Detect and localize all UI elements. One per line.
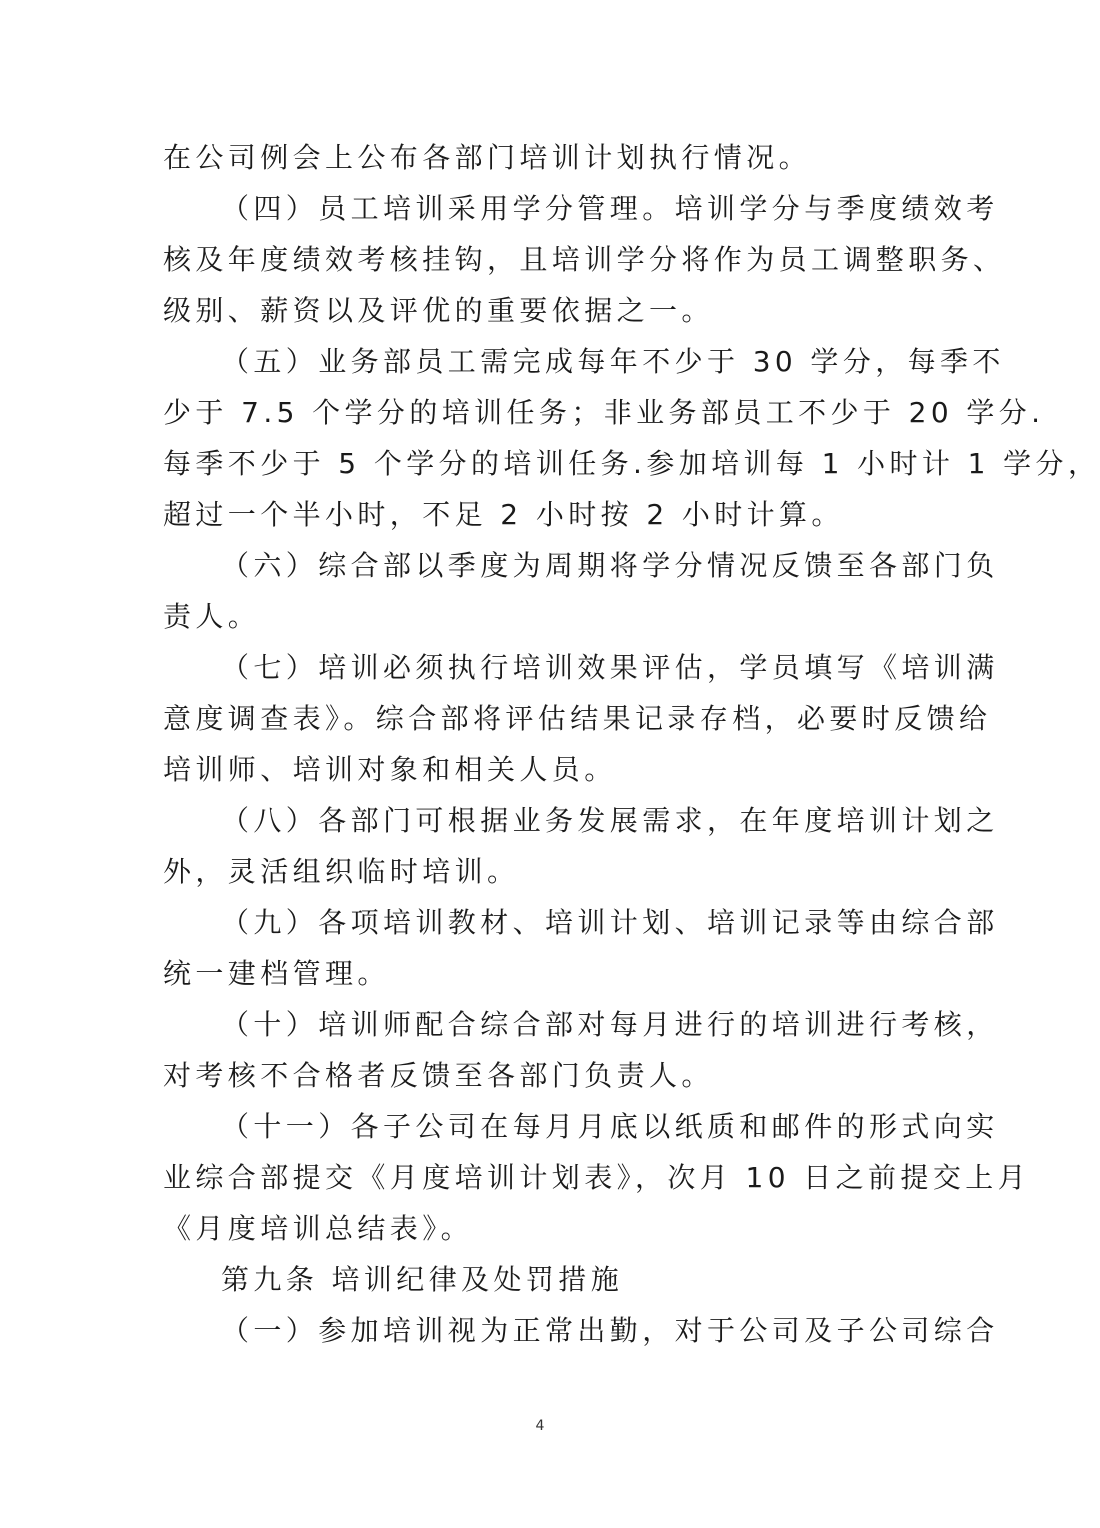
text-line: 对考核不合格者反馈至各部门负责人。 [163, 1059, 714, 1092]
text-line: 每季不少于 5 个学分的培训任务.参加培训每 1 小时计 1 学分， [163, 447, 1100, 480]
text-line: （一）参加培训视为正常出勤，对于公司及子公司综合 [221, 1314, 999, 1347]
text-line: 业综合部提交《月度培训计划表》，次月 10 日之前提交上月 [163, 1161, 1031, 1194]
text-line: 意度调查表》。综合部将评估结果记录存档，必要时反馈给 [163, 702, 992, 735]
text-line: 级别、薪资以及评优的重要依据之一。 [163, 294, 714, 327]
section-heading: 第九条 培训纪律及处罚措施 [221, 1263, 624, 1296]
text-line: 责人。 [163, 600, 261, 633]
text-line: 培训师、培训对象和相关人员。 [163, 753, 617, 786]
document-body [163, 132, 1100, 1356]
text-line: （九）各项培训教材、培训计划、培训记录等由综合部 [221, 906, 999, 939]
text-line: 外，灵活组织临时培训。 [163, 855, 520, 888]
text-line: （七）培训必须执行培训效果评估，学员填写《培训满 [221, 651, 999, 684]
page-number: 4 [535, 1418, 545, 1434]
text-line: 统一建档管理。 [163, 957, 390, 990]
text-line: 超过一个半小时，不足 2 小时按 2 小时计算。 [163, 498, 844, 531]
text-line: （八）各部门可根据业务发展需求，在年度培训计划之 [221, 804, 999, 837]
text-line: 核及年度绩效考核挂钩，且培训学分将作为员工调整职务、 [163, 243, 1006, 276]
text-line: 在公司例会上公布各部门培训计划执行情况。 [163, 141, 812, 174]
text-line: 少于 7.5 个学分的培训任务；非业务部员工不少于 20 学分. [163, 396, 1045, 429]
text-line: （十一）各子公司在每月月底以纸质和邮件的形式向实 [221, 1110, 999, 1143]
text-line: （四）员工培训采用学分管理。培训学分与季度绩效考 [221, 192, 999, 225]
text-line: 《月度培训总结表》。 [163, 1212, 474, 1245]
text-line: （五）业务部员工需完成每年不少于 30 学分，每季不 [221, 345, 1005, 378]
text-line: （六）综合部以季度为周期将学分情况反馈至各部门负 [221, 549, 999, 582]
text-line: （十）培训师配合综合部对每月进行的培训进行考核， [221, 1008, 999, 1041]
